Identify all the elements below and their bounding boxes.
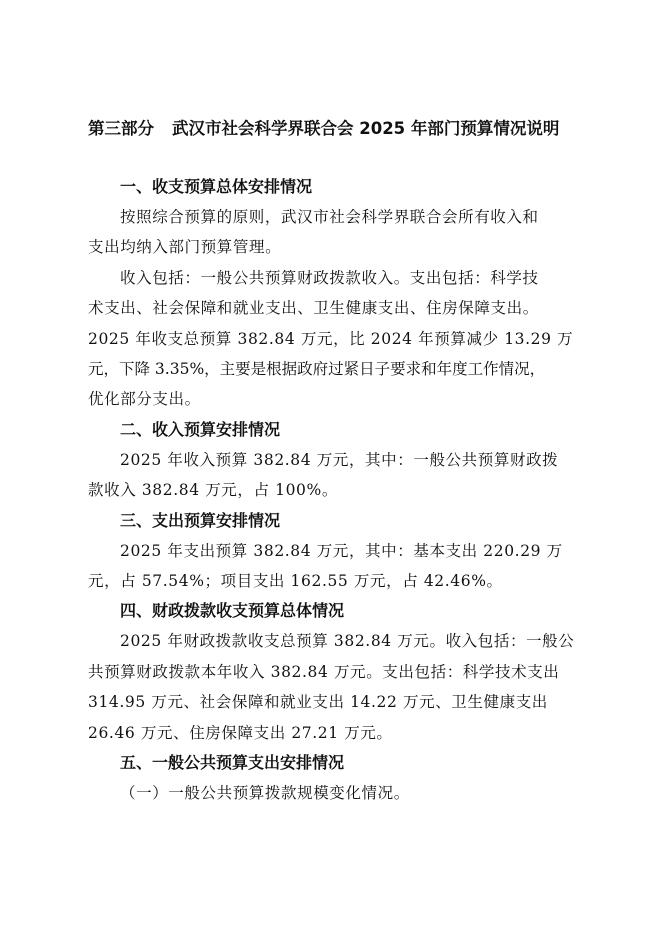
paragraph-3 [88, 445, 570, 506]
document-body [88, 172, 575, 809]
text-line: 共预算财政拨款本年收入 382.84 万元。支出包括：科学技术支出 [88, 662, 560, 681]
text-line: 收入包括：一般公共预算财政拨款收入。支出包括：科学技 [120, 268, 539, 287]
text-line: 元，占 57.54%；项目支出 162.55 万元，占 42.46%。 [88, 572, 503, 591]
section-heading-4: 四、财政拨款收支预算总体情况 [120, 601, 345, 621]
text-line: 2025 年收入预算 382.84 万元，其中：一般公共预算财政拨 [120, 450, 559, 469]
text-line: 术支出、社会保障和就业支出、卫生健康支出、住房保障支出。 [88, 299, 539, 318]
section-heading-2: 二、收入预算安排情况 [120, 419, 281, 439]
title-main-text: 武汉市社会科学界联合会 2025 年部门预算情况说明 [172, 119, 560, 138]
text-line: 314.95 万元、社会保障和就业支出 14.22 万元、卫生健康支出 [88, 693, 548, 712]
text-line: 款收入 382.84 万元，占 100%。 [88, 481, 338, 500]
title-part-label: 第三部分 [88, 119, 154, 138]
section-heading-5: 五、一般公共预算支出安排情况 [120, 753, 345, 773]
paragraph-6 [88, 778, 570, 808]
sub-heading: （一）一般公共预算拨款规模变化情况。 [120, 784, 410, 803]
text-line: 2025 年收支总预算 382.84 万元，比 2024 年预算减少 13.29 万 [88, 329, 574, 348]
paragraph-1 [88, 202, 570, 263]
text-line: 按照综合预算的原则，武汉市社会科学界联合会所有收入和 [120, 208, 539, 226]
section-heading-1: 一、收支预算总体安排情况 [120, 177, 313, 196]
text-line: 2025 年支出预算 382.84 万元，其中：基本支出 220.29 万 [120, 541, 563, 560]
paragraph-4 [88, 536, 570, 597]
paragraph-2 [88, 263, 574, 415]
text-line: 支出均纳入部门预算管理。 [88, 238, 282, 257]
text-line: 2025 年财政拨款收支总预算 382.84 万元。收入包括：一般公 [120, 632, 575, 651]
section-heading-3: 三、支出预算安排情况 [120, 510, 281, 530]
page-title [88, 116, 608, 142]
paragraph-5 [88, 626, 575, 748]
text-line: 优化部分支出。 [88, 390, 201, 409]
text-line: 元，下降 3.35%，主要是根据政府过紧日子要求和年度工作情况， [88, 360, 546, 379]
text-line: 26.46 万元、住房保障支出 27.21 万元。 [88, 723, 393, 742]
